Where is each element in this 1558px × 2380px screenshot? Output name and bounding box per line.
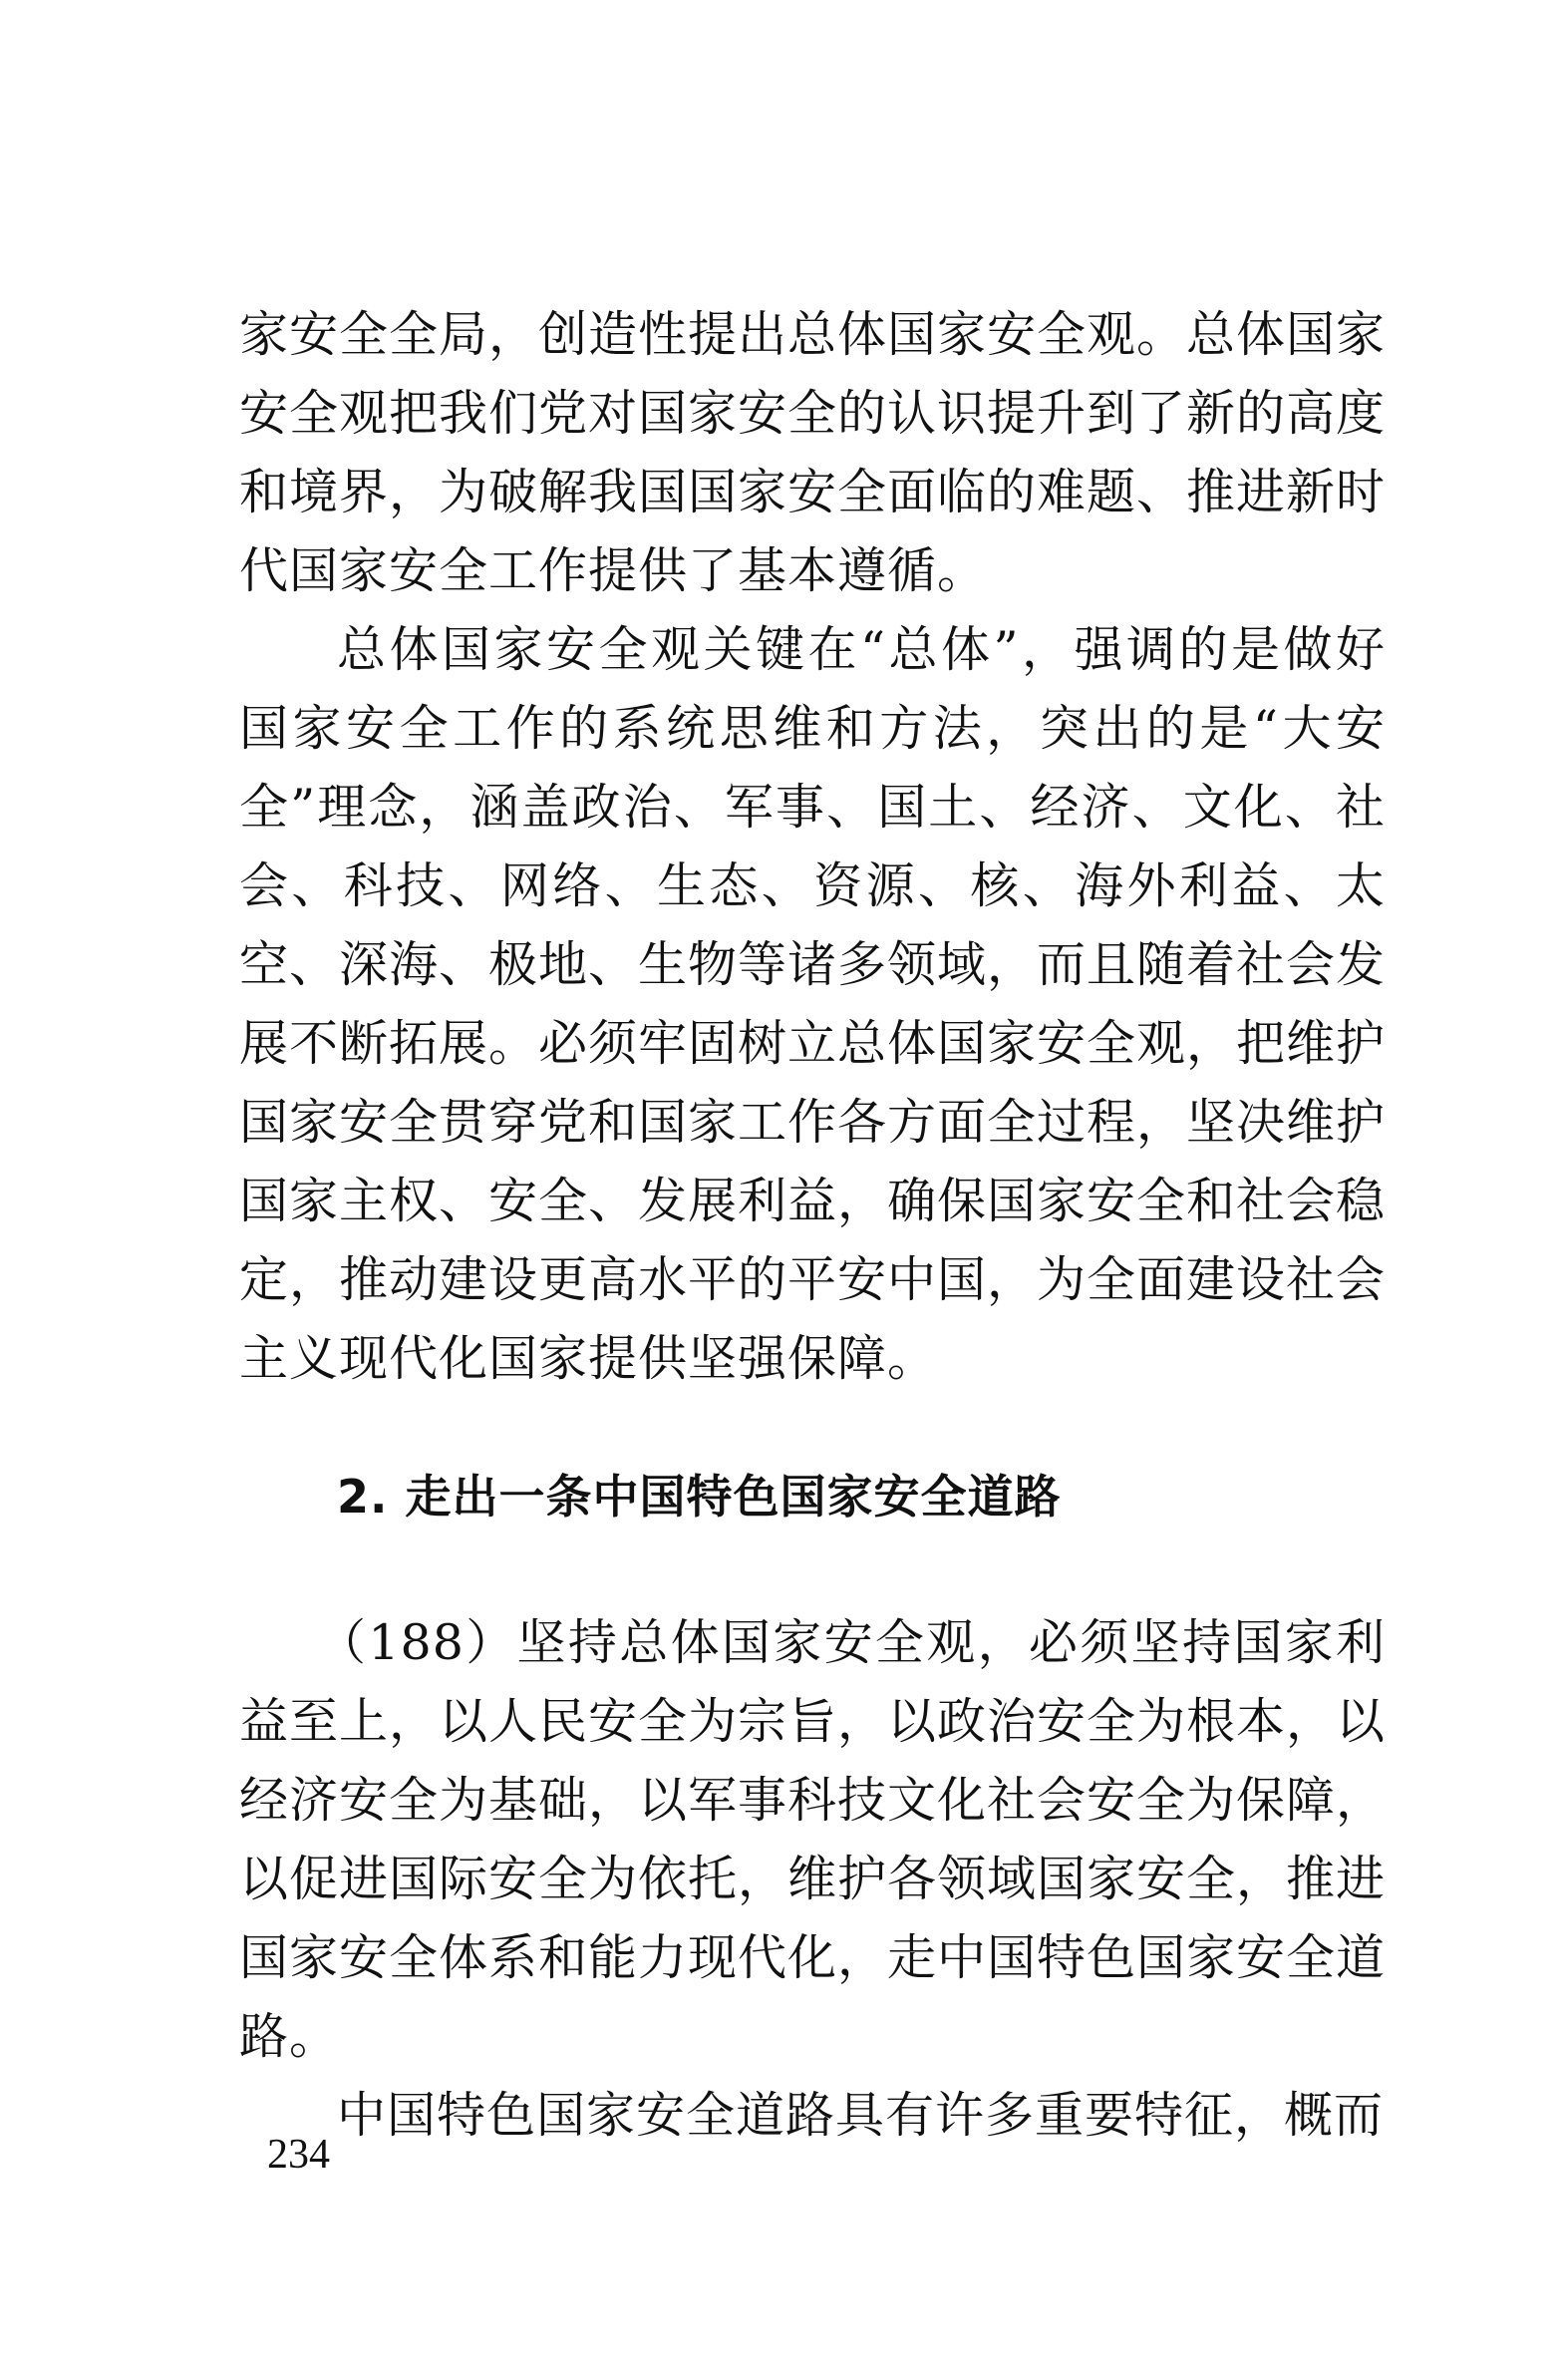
section-heading: 2. 走出一条中国特色国家安全道路 — [337, 1470, 1062, 1524]
paragraph-continuation: 家安全全局，创造性提出总体国家安全观。总体国家安全观把我们党对国家安全的认识提升到了新的高度和境界，为破解我国国家安全面临的难题、推进新时代国家安全工作提供了基本遵循。 — [239, 306, 1387, 599]
body-text-bottom — [239, 1603, 1386, 2155]
body-text-top — [239, 295, 1386, 1398]
paragraph-188: （188）坚持总体国家安全观，必须坚持国家利益至上，以人民安全为宗旨，以政治安全为根本，以经济安全为基础，以军事科技文化社会安全为保障，以促进国际安全为依托，维护各领域国家安全，推进国家安全体系和能力现代化，走中国特色国家安全道路。 — [239, 1614, 1387, 2065]
paragraph-chinese-path-features: 中国特色国家安全道路具有许多重要特征，概而 — [337, 2087, 1385, 2144]
paragraph-overall-security-concept: 总体国家安全观关键在“总体”，强调的是做好国家安全工作的系统思维和方法，突出的是“大安全”理念，涵盖政治、军事、国土、经济、文化、社会、科技、网络、生态、资源、核、海外利益、太空、深海、极地、生物等诸多领域，而且随着社会发展不断拓展。必须牢固树立总体国家安全观，把维护国家安全贯穿党和国家工作各方面全过程，坚决维护国家主权、安全、发展利益，确保国家安全和社会稳定，推动建设更高水平的平安中国，为全面建设社会主义现代化国家提供坚强保障。 — [239, 621, 1387, 1387]
page-number: 234 — [267, 2132, 330, 2178]
